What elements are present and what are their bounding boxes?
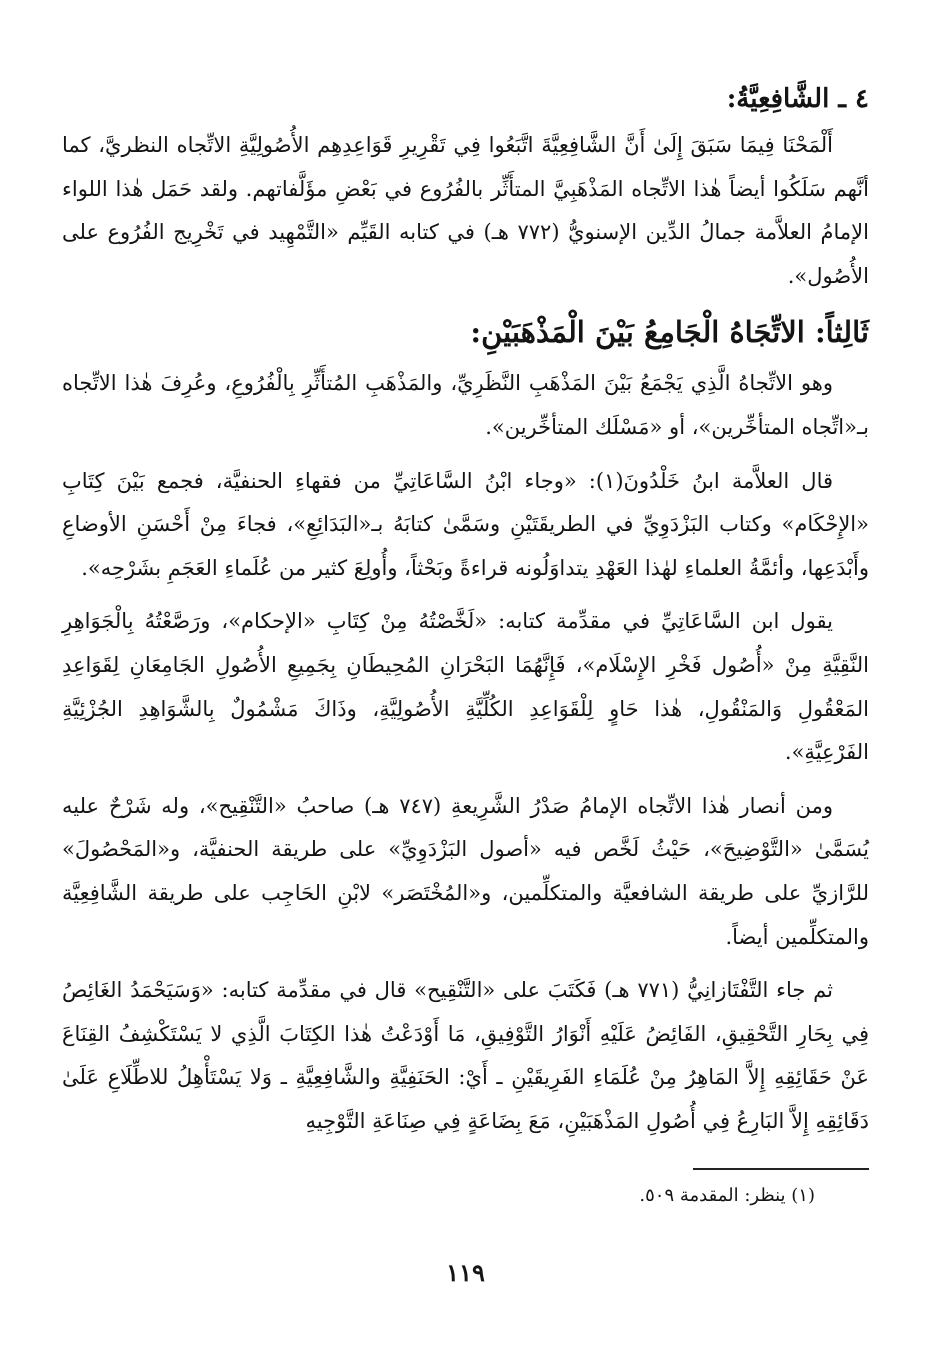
paragraph: أَلْمَحْنَا فِيمَا سَبَقَ إِلَىٰ أَنَّ الشَّافِعِيَّةَ اتَّبَعُوا فِي تَقْرِيرِ قَوَاعِدِهِم الأُصُولِيَّةِ الاتِّجاه النظريَّ، كما أنَّهم سَلَكُوا أيضاً هٰذا الاتِّجاه المَذْهَبِيَّ المتأَثِّر بالفُرُوع في بَعْضِ مؤَلَّفاتهم. ولقد حَمَل هٰذا اللواء الإمامُ العلاَّمة جمالُ الدِّين الإسنويُّ (٧٧٢ هـ) في كتابه القَيِّم «التَّمْهِيد في تَخْرِيج الفُرُوع على الأُصُول».	[62, 133, 869, 288]
page-body	[62, 76, 869, 1153]
paragraph: ومن أنصار هٰذا الاتِّجاه الإمامُ صَدْرُ الشَّرِيعةِ (٧٤٧ هـ) صاحبُ «التَّنْقِيح»، وله شَرْحٌ عليه يُسَمَّىٰ «التَّوْضِيحَ»، حَيْثُ لَخَّص فيه «أصول البَزْدَوِيِّ» على طريقة الحنفيَّة، و«المَحْصُولَ» للرَّازيِّ على طريقة الشافعيَّة والمتكلِّمين، و«المُخْتَصَر» لابْنِ الحَاجِب على طريقة الشَّافِعِيَّة والمتكلِّمين أيضاً.	[62, 793, 869, 949]
paragraph: ثم جاء التَّفْتَازانِيُّ (٧٧١ هـ) فَكَتَبَ على «التَّنْقِيح» قال في مقدِّمة كتابه: «وَسَيَحْمَدُ الغَائِصُ فِي بِحَارِ التَّحْقِيقِ، الفَائِضُ عَلَيْهِ أَنْوَارُ التَّوْفِيقِ، مَا أَوْدَعْتُ هٰذا الكِتَابَ الَّذِي لا يَسْتَكْشِفُ القِنَاعَ عَنْ حَقَائِقِهِ إِلاَّ المَاهِرُ مِنْ عُلَمَاءِ الفَرِيقَيْنِ ـ أَيْ: الحَنَفِيَّةِ والشَّافِعِيَّةِ ـ وَلا يَسْتَأْهِلُ للاطِّلَاعِ عَلَىٰ دَقَائِقِهِ إِلاَّ البَارِعُ فِي أُصُولِ المَذْهَبَيْنِ، مَعَ بِضَاعَةٍ فِي صِنَاعَةِ التَّوْجِيهِ	[62, 978, 869, 1133]
paragraph: يقول ابن السَّاعَاتِيِّ في مقدِّمة كتابه: «لَخَّصْتُهُ مِنْ كِتَابِ «الإحكام»، ورَصَّعْتُهُ بِالْجَوَاهِرِ النَّقِيَّةِ مِنْ «أُصُول فَخْرِ الإِسْلَام»، فَإِنَّهُمَا البَحْرَانِ المُحِيطَانِ بِجَمِيعِ الأُصُولِ الجَامِعَانِ لِقَوَاعِدِ المَعْقُولِ وَالمَنْقُولِ، هٰذا حَاوٍ لِلْقَوَاعِدِ الكُلِّيَّةِ الأُصُولِيَّةِ، وذَاكَ مَشْمُولٌ بِالشَّوَاهِدِ الجُزْئِيَّةِ الفَرْعِيَّةِ».	[62, 609, 869, 765]
section-heading-third-approach: ثَالِثاً: الاتِّجَاهُ الْجَامِعُ بَيْنَ الْمَذْهَبَيْنِ:	[470, 315, 869, 350]
paragraph: وهو الاتِّجاهُ الَّذِي يَجْمَعُ بَيْنَ المَذْهَبِ النَّظَرِيِّ، والمَذْهَبِ المُتأَثِّرِ بِالْفُرُوعِ، وعُرِفَ هٰذا الاتِّجاه بـ«اتِّجاه المتأخِّرين»، أو «مَسْلَك المتأخِّرين».	[62, 371, 869, 439]
page-number: ١١٩	[446, 1258, 485, 1287]
section-heading-shafiiyya: ٤ ـ الشَّافِعِيَّةُ:	[726, 84, 869, 114]
footnote-divider	[693, 1168, 869, 1170]
paragraph: قال العلاَّمة ابنُ خَلْدُونَ(١): «وجاء ابْنُ السَّاعَاتِيِّ من فقهاءِ الحنفيَّة، فجمع بَيْنَ كِتَابِ «الإِحْكَام» وكتاب البَزْدَوِيِّ في الطريقَتَيْنِ وسَمَّىٰ كتابَهُ بـ«البَدَائِعِ»، فجاءَ مِنْ أَحْسَنِ الأوضاعِ وأَبْدَعِها، وأئمَّةُ العلماءِ لهٰذا العَهْدِ يتداوَلُونه قراءةً وبَحْثاً، وأُولِعَ كثير من عُلَماءِ العَجَمِ بشَرْحِه».	[62, 468, 869, 580]
footnote: (١) ينظر: المقدمة ٥٠٩.	[639, 1185, 815, 1206]
